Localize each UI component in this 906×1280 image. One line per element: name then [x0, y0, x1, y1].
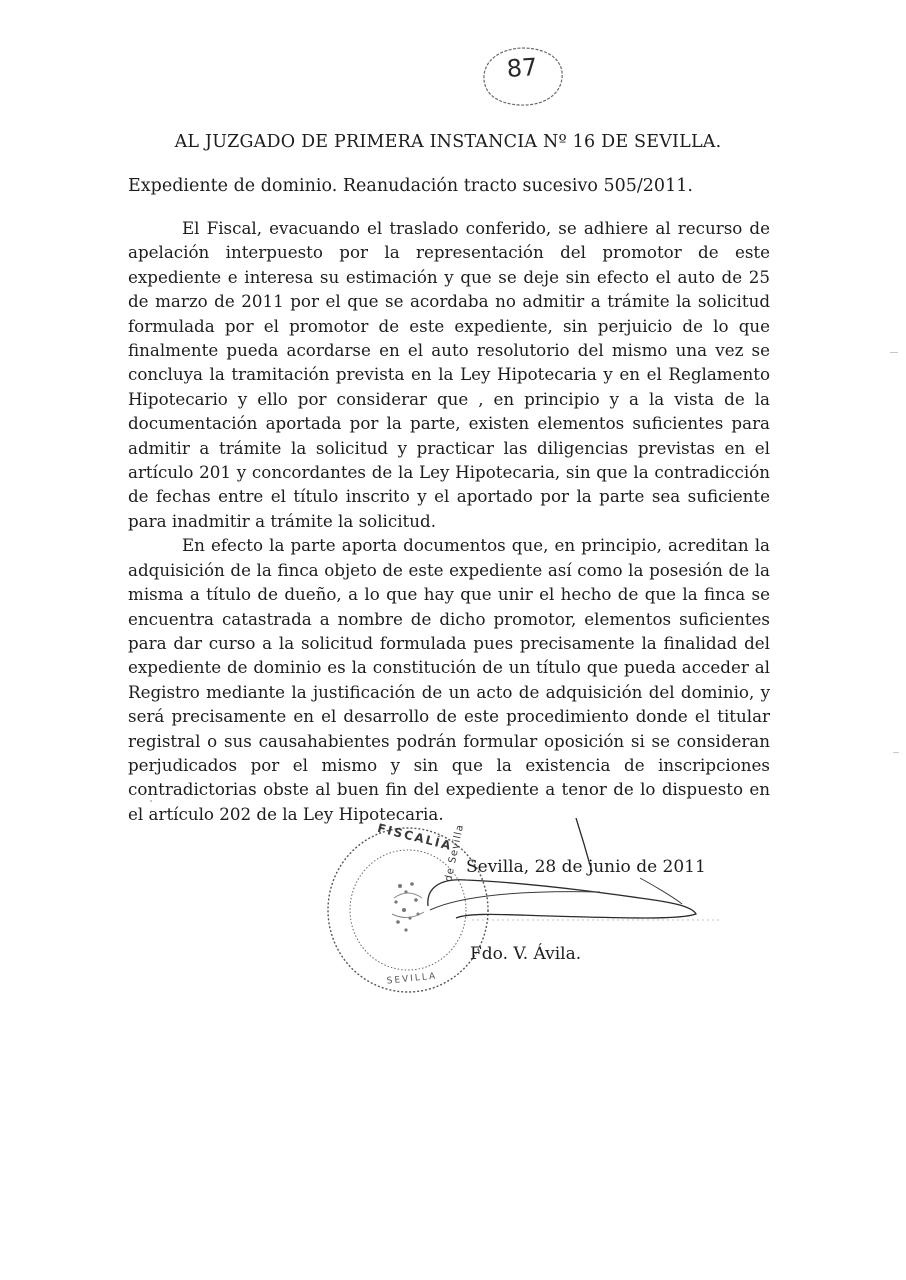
signed-by: Fdo. V. Ávila.: [470, 944, 582, 964]
scan-speck: [890, 352, 898, 353]
paragraph-1: El Fiscal, evacuando el traslado conferido, se adhiere al recurso de apelación interpuesto por la representación del promotor de este expediente e interesa su estimación y que se deje sin efecto el auto de 25 de marzo de 2011 por el que se acordaba no admitir a trámite la solicitud formulada por el promotor de este expediente, sin perjuicio de lo que finalmente pueda acordarse en el auto resolutorio del mismo una vez se concluya la tramitación prevista en la Ley Hipotecaria y en el Reglamento Hipotecario y ello por considerar que , en principio y a la vista de la documentación aportada por la parte, existen elementos suficientes para admitir a trámite la solicitud y practicar las diligencias previstas en el artículo 201 y concordantes de la Ley Hipotecaria, sin que la contradicción de fechas entre el título inscrito y el aportado por la parte sea suficiente para inadmitir a trámite la solicitud.: [128, 218, 770, 531]
seal-side-text: de Sevilla: [443, 823, 467, 883]
document-body: [128, 216, 770, 826]
paragraph-2: En efecto la parte aporta documentos que, en principio, acreditan la adquisición de la finca objeto de este expediente así como la posesión de la misma a título de dueño, a lo que hay que unir el hecho de que la finca se encuentra catastrada a nombre de dicho promotor, elementos suficientes para dar curso a la solicitud formulada pues precisamente la finalidad del expediente de dominio es la constitución de un título que pueda acceder al Registro mediante la justificación de un acto de adquisición del dominio, y será precisamente en el desarrollo de este procedimiento donde el titular registral o sus causahabientes podrán formular oposición si se consideran perjudicados por el mismo y sin que la existencia de inscripciones contradictorias obste al buen fin del expediente a tenor de lo dispuesto en el artículo 202 de la Ley Hipotecaria.: [128, 535, 770, 824]
seal-bottom-text: SEVILLA: [386, 971, 438, 987]
case-subject: Expediente de dominio. Reanudación tracto sucesivo 505/2011.: [128, 176, 693, 196]
scan-speck: [150, 800, 152, 802]
place-and-date: Sevilla, 28 de junio de 2011: [466, 857, 706, 877]
handwritten-signature: [400, 818, 720, 938]
seal-top-text: FISCALÍA: [376, 820, 454, 854]
folio-number: 87: [505, 52, 539, 84]
court-heading: AL JUZGADO DE PRIMERA INSTANCIA Nº 16 DE SEVILLA.: [174, 132, 722, 152]
signature-icon: [400, 818, 720, 938]
scan-speck: [893, 752, 899, 753]
folio-stamp: [478, 44, 566, 110]
